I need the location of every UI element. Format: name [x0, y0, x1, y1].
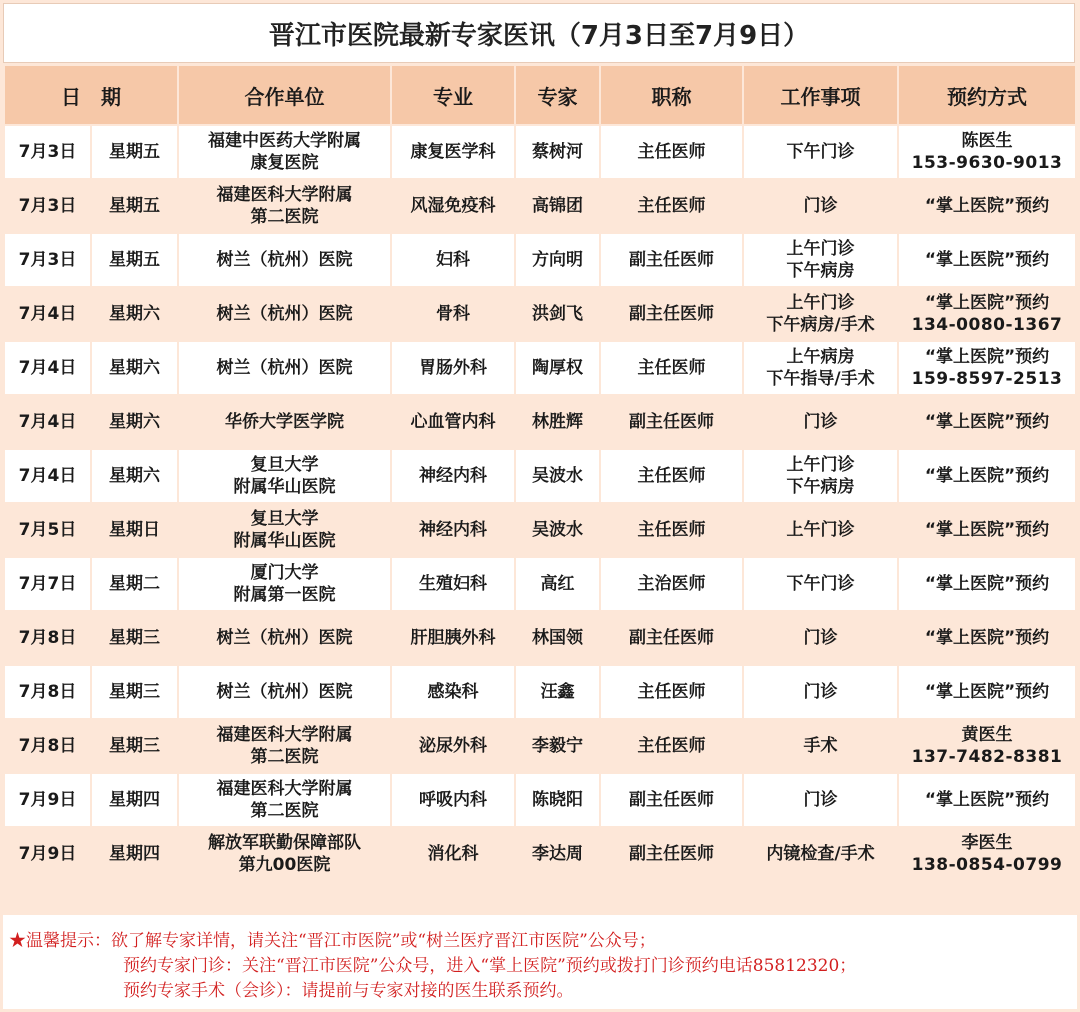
cell-work [744, 288, 897, 340]
cell-booking [899, 396, 1075, 448]
cell-unit-line: 厦门大学 [250, 563, 319, 583]
cell-work-line: 下午门诊 [786, 574, 855, 594]
cell-work-line: 门诊 [803, 790, 838, 810]
cell-booking [899, 126, 1075, 178]
cell-booking-line: “掌上医院”预约 [924, 682, 1050, 702]
cell-unit [179, 504, 390, 556]
cell-work-line: 门诊 [803, 412, 838, 432]
cell-unit [179, 558, 390, 610]
table-row [5, 126, 1075, 178]
cell-work-line: 上午门诊 [786, 239, 855, 259]
cell-booking-line: “掌上医院”预约 [924, 628, 1050, 648]
cell-unit-line: 附属第一医院 [233, 585, 336, 605]
table-row [5, 450, 1075, 502]
cell-booking-line: 138-0854-0799 [911, 855, 1063, 875]
cell-work-line: 下午病房 [786, 261, 855, 281]
cell-booking [899, 288, 1075, 340]
cell-expert: 陈晓阳 [516, 774, 599, 826]
cell-unit-line: 福建医科大学附属 [216, 779, 353, 799]
cell-booking-line: “掌上医院”预约 [924, 250, 1050, 270]
table-row [5, 828, 1075, 880]
cell-title: 副主任医师 [601, 828, 742, 880]
cell-booking [899, 774, 1075, 826]
cell-work-line: 门诊 [803, 682, 838, 702]
cell-weekday: 星期三 [92, 720, 177, 772]
cell-booking-line: “掌上医院”预约 [924, 196, 1050, 216]
table-row [5, 180, 1075, 232]
cell-booking [899, 666, 1075, 718]
cell-work-line: 内镜检查/手术 [766, 844, 875, 864]
cell-title: 副主任医师 [601, 774, 742, 826]
cell-expert: 方向明 [516, 234, 599, 286]
cell-expert: 陶厚权 [516, 342, 599, 394]
table-row [5, 288, 1075, 340]
cell-weekday: 星期六 [92, 288, 177, 340]
table-row [5, 504, 1075, 556]
header-specialty: 专业 [392, 66, 514, 124]
cell-specialty: 泌尿外科 [392, 720, 514, 772]
cell-date: 7月4日 [5, 450, 90, 502]
cell-unit [179, 612, 390, 664]
cell-expert: 洪剑飞 [516, 288, 599, 340]
header-booking: 预约方式 [899, 66, 1075, 124]
cell-expert: 高锦团 [516, 180, 599, 232]
cell-specialty: 消化科 [392, 828, 514, 880]
header-title: 职称 [601, 66, 742, 124]
cell-work-line: 门诊 [803, 628, 838, 648]
cell-work-line: 下午门诊 [786, 142, 855, 162]
cell-work [744, 504, 897, 556]
cell-unit-line: 树兰（杭州）医院 [216, 628, 353, 648]
cell-specialty: 生殖妇科 [392, 558, 514, 610]
cell-work [744, 558, 897, 610]
cell-date: 7月8日 [5, 612, 90, 664]
cell-weekday: 星期日 [92, 504, 177, 556]
cell-weekday: 星期五 [92, 180, 177, 232]
cell-unit-line: 福建医科大学附属 [216, 725, 353, 745]
cell-unit-line: 华侨大学医学院 [225, 412, 344, 432]
cell-date: 7月3日 [5, 180, 90, 232]
cell-unit-line: 复旦大学 [250, 509, 319, 529]
cell-expert: 李达周 [516, 828, 599, 880]
header-expert: 专家 [516, 66, 599, 124]
cell-specialty: 妇科 [392, 234, 514, 286]
cell-expert: 蔡树河 [516, 126, 599, 178]
cell-unit-line: 福建医科大学附属 [216, 185, 353, 205]
cell-booking [899, 342, 1075, 394]
cell-unit [179, 180, 390, 232]
note-line-3: 预约专家手术（会诊）：请提前与专家对接的医生联系预约。 [123, 981, 574, 1001]
cell-date: 7月7日 [5, 558, 90, 610]
cell-expert: 高红 [516, 558, 599, 610]
cell-booking-line: “掌上医院”预约 [924, 574, 1050, 594]
cell-work [744, 342, 897, 394]
cell-weekday: 星期三 [92, 612, 177, 664]
cell-work-line: 下午指导/手术 [766, 369, 875, 389]
cell-specialty: 感染科 [392, 666, 514, 718]
cell-title: 副主任医师 [601, 396, 742, 448]
cell-unit [179, 396, 390, 448]
table-row [5, 558, 1075, 610]
cell-unit [179, 234, 390, 286]
cell-expert: 李毅宁 [516, 720, 599, 772]
cell-specialty: 风湿免疫科 [392, 180, 514, 232]
cell-weekday: 星期二 [92, 558, 177, 610]
cell-specialty: 肝胆胰外科 [392, 612, 514, 664]
cell-title: 副主任医师 [601, 288, 742, 340]
header-work: 工作事项 [744, 66, 897, 124]
cell-work [744, 720, 897, 772]
table-row [5, 342, 1075, 394]
cell-booking-line: “掌上医院”预约 [924, 293, 1050, 313]
cell-work-line: 下午病房/手术 [766, 315, 875, 335]
cell-date: 7月9日 [5, 828, 90, 880]
table-row [5, 396, 1075, 448]
cell-unit-line: 树兰（杭州）医院 [216, 304, 353, 324]
page-title: 晋江市医院最新专家医讯（7月3日至7月9日） [3, 3, 1075, 63]
cell-work-line: 门诊 [803, 196, 838, 216]
cell-weekday: 星期六 [92, 342, 177, 394]
cell-unit-line: 第二医院 [250, 801, 319, 821]
cell-specialty: 胃肠外科 [392, 342, 514, 394]
cell-work [744, 180, 897, 232]
cell-work-line: 上午门诊 [786, 293, 855, 313]
cell-weekday: 星期三 [92, 666, 177, 718]
table-row [5, 234, 1075, 286]
cell-title: 主任医师 [601, 720, 742, 772]
cell-unit [179, 720, 390, 772]
cell-unit [179, 450, 390, 502]
cell-unit-line: 附属华山医院 [233, 531, 336, 551]
cell-expert: 吴波水 [516, 450, 599, 502]
cell-title: 主任医师 [601, 180, 742, 232]
cell-booking-line: 黄医生 [961, 725, 1013, 745]
cell-expert: 汪鑫 [516, 666, 599, 718]
note-line-1: ★温馨提示：欲了解专家详情，请关注“晋江市医院”或“树兰医疗晋江市医院”公众号； [9, 931, 656, 951]
cell-booking-line: 137-7482-8381 [911, 747, 1063, 767]
cell-unit-line: 康复医院 [250, 153, 319, 173]
cell-title: 主任医师 [601, 342, 742, 394]
cell-expert: 林国领 [516, 612, 599, 664]
cell-booking [899, 504, 1075, 556]
cell-work-line: 上午病房 [786, 347, 855, 367]
cell-booking-line: “掌上医院”预约 [924, 520, 1050, 540]
cell-specialty: 康复医学科 [392, 126, 514, 178]
cell-booking [899, 450, 1075, 502]
cell-booking [899, 234, 1075, 286]
cell-booking [899, 720, 1075, 772]
cell-title: 副主任医师 [601, 612, 742, 664]
cell-date: 7月4日 [5, 288, 90, 340]
table-header-row [5, 66, 1075, 124]
cell-booking-line: 李医生 [961, 833, 1013, 853]
cell-work [744, 774, 897, 826]
cell-expert: 吴波水 [516, 504, 599, 556]
table-body [5, 126, 1075, 880]
cell-unit-line: 复旦大学 [250, 455, 319, 475]
cell-specialty: 骨科 [392, 288, 514, 340]
cell-unit [179, 666, 390, 718]
cell-title: 主任医师 [601, 666, 742, 718]
cell-weekday: 星期四 [92, 774, 177, 826]
cell-date: 7月5日 [5, 504, 90, 556]
cell-unit [179, 288, 390, 340]
cell-date: 7月3日 [5, 126, 90, 178]
cell-unit [179, 342, 390, 394]
cell-specialty: 心血管内科 [392, 396, 514, 448]
cell-date: 7月9日 [5, 774, 90, 826]
cell-work-line: 上午门诊 [786, 455, 855, 475]
cell-booking-line: 陈医生 [961, 131, 1013, 151]
cell-date: 7月3日 [5, 234, 90, 286]
cell-specialty: 呼吸内科 [392, 774, 514, 826]
cell-unit-line: 第二医院 [250, 207, 319, 227]
cell-unit [179, 828, 390, 880]
table-row [5, 666, 1075, 718]
cell-work [744, 828, 897, 880]
cell-date: 7月4日 [5, 396, 90, 448]
cell-booking-line: 134-0080-1367 [911, 315, 1063, 335]
cell-weekday: 星期六 [92, 450, 177, 502]
cell-booking-line: 153-9630-9013 [911, 153, 1063, 173]
cell-title: 主任医师 [601, 504, 742, 556]
cell-booking [899, 558, 1075, 610]
cell-booking-line: “掌上医院”预约 [924, 412, 1050, 432]
cell-work [744, 126, 897, 178]
cell-unit-line: 树兰（杭州）医院 [216, 250, 353, 270]
cell-unit-line: 附属华山医院 [233, 477, 336, 497]
cell-unit-line: 树兰（杭州）医院 [216, 682, 353, 702]
header-unit: 合作单位 [179, 66, 390, 124]
cell-booking-line: 159-8597-2513 [911, 369, 1063, 389]
cell-booking-line: “掌上医院”预约 [924, 790, 1050, 810]
cell-booking-line: “掌上医院”预约 [924, 466, 1050, 486]
cell-unit-line: 第二医院 [250, 747, 319, 767]
cell-work [744, 666, 897, 718]
cell-specialty: 神经内科 [392, 504, 514, 556]
cell-weekday: 星期四 [92, 828, 177, 880]
cell-booking-line: “掌上医院”预约 [924, 347, 1050, 367]
cell-title: 主治医师 [601, 558, 742, 610]
cell-expert: 林胜辉 [516, 396, 599, 448]
cell-work [744, 450, 897, 502]
cell-unit-line: 解放军联勤保障部队 [208, 833, 361, 853]
table-row [5, 720, 1075, 772]
header-date: 日 期 [5, 66, 177, 124]
cell-title: 主任医师 [601, 126, 742, 178]
cell-title: 副主任医师 [601, 234, 742, 286]
cell-title: 主任医师 [601, 450, 742, 502]
cell-date: 7月8日 [5, 666, 90, 718]
cell-work-line: 上午门诊 [786, 520, 855, 540]
cell-booking [899, 828, 1075, 880]
cell-unit-line: 树兰（杭州）医院 [216, 358, 353, 378]
schedule-table [3, 64, 1077, 882]
cell-work-line: 下午病房 [786, 477, 855, 497]
cell-booking [899, 180, 1075, 232]
cell-work [744, 234, 897, 286]
table-row [5, 612, 1075, 664]
cell-weekday: 星期五 [92, 126, 177, 178]
cell-unit [179, 774, 390, 826]
cell-work [744, 612, 897, 664]
cell-work [744, 396, 897, 448]
cell-specialty: 神经内科 [392, 450, 514, 502]
cell-unit-line: 第九00医院 [238, 855, 331, 875]
cell-weekday: 星期五 [92, 234, 177, 286]
note-line-2: 预约专家门诊：关注“晋江市医院”公众号，进入“掌上医院”预约或拨打门诊预约电话85812320； [123, 956, 857, 976]
cell-unit [179, 126, 390, 178]
cell-booking [899, 612, 1075, 664]
cell-date: 7月4日 [5, 342, 90, 394]
cell-work-line: 手术 [803, 736, 838, 756]
cell-unit-line: 福建中医药大学附属 [208, 131, 361, 151]
cell-date: 7月8日 [5, 720, 90, 772]
notes-panel [3, 915, 1077, 1009]
table-row [5, 774, 1075, 826]
cell-weekday: 星期六 [92, 396, 177, 448]
